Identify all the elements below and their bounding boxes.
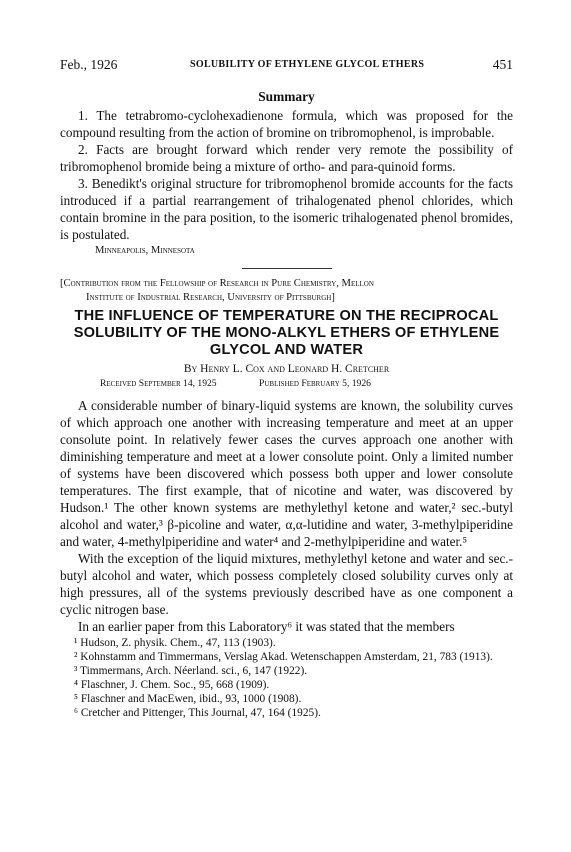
footnotes <box>60 636 513 720</box>
summary-paragraph-2: 2. Facts are brought forward which render very remote the possibility of tribromophenol bromide being a mixture of ortho- and para-quinoid forms. <box>60 142 513 174</box>
summary-paragraph-1: 1. The tetrabromo-cyclohexadienone formula, which was proposed for the compound resulting from the action of bromine on tribromophenol, is improbable. <box>60 108 513 140</box>
summary-paragraph-3: 3. Benedikt's original structure for tribromophenol bromide accounts for the facts introduced if a partial rearrangement of trihalogenated phenol chlorides, which contain bromine in the para position, to the isomeric trihalogenated phenol bromides, is postulated. <box>60 176 513 242</box>
footnote-3: ³ Timmermans, Arch. Néerland. sci., 6, 147 (1922). <box>74 665 308 677</box>
running-title: SOLUBILITY OF ETHYLENE GLYCOL ETHERS <box>190 59 425 70</box>
article-paragraph-2: With the exception of the liquid mixtures, methylethyl ketone and water and sec.-butyl alcohol and water, which possess completely closed solubility curves only at high pressures, all of the systems previously described have as one component a cyclic nitrogen base. <box>60 551 513 617</box>
article-paragraph-1: A considerable number of binary-liquid systems are known, the solubility curves of which approach one another with increasing temperature and meet at an upper consolute point. In relatively fewer cases the curves approach one another with diminishing temperature and meet at a lower consolute point. Only a limited number of systems have been discovered which possess both upper and lower consolute temperatures. The first example, that of nicotine and water, was discovered by Hudson.¹ The other known systems are methylethyl ketone and water,² sec.-butyl alcohol and water,³ β-picoline and water, α,α-lutidine and water, 3-methylpiperidine and water, 4-methylpiperidine and water⁴ and 2-methylpiperidine and water.⁵ <box>60 398 513 549</box>
published-date: Published February 5, 1926 <box>259 378 371 389</box>
contribution-line-2: Institute of Industrial Research, University of Pittsburgh] <box>86 292 335 303</box>
article-authors: By Henry L. Cox and Leonard H. Cretcher <box>183 363 390 375</box>
footnote-2: ² Kohnstamm and Timmermans, Verslag Akad. Wetenschappen Amsterdam, 21, 783 (1913). <box>74 651 493 663</box>
footnote-6: ⁶ Cretcher and Pittenger, This Journal, 47, 164 (1925). <box>74 707 321 719</box>
contribution-note <box>60 277 513 305</box>
section-divider <box>242 268 332 269</box>
author-location: Minneapolis, Minnesota <box>95 245 195 256</box>
article-title: THE INFLUENCE OF TEMPERATURE ON THE RECIPROCAL SOLUBILITY OF THE MONO-ALKYL ETHERS OF ETHYLENE GLYCOL AND WATER <box>73 308 500 358</box>
footnote-1: ¹ Hudson, Z. physik. Chem., 47, 113 (1903). <box>74 637 276 649</box>
summary-heading: Summary <box>258 89 315 104</box>
footnote-5: ⁵ Flaschner and MacEwen, ibid., 93, 1000 (1908). <box>74 693 302 705</box>
page-number: 451 <box>492 57 513 72</box>
article-paragraph-3: In an earlier paper from this Laboratory⁶ it was stated that the members <box>78 619 455 634</box>
page-header <box>60 57 513 77</box>
article-dates <box>100 377 513 390</box>
header-date: Feb., 1926 <box>60 57 118 72</box>
contribution-line-1: [Contribution from the Fellowship of Research in Pure Chemistry, Mellon <box>60 278 374 289</box>
page-content <box>60 88 513 720</box>
received-date: Received September 14, 1925 <box>100 378 217 389</box>
footnote-4: ⁴ Flaschner, J. Chem. Soc., 95, 668 (1909). <box>74 679 270 691</box>
